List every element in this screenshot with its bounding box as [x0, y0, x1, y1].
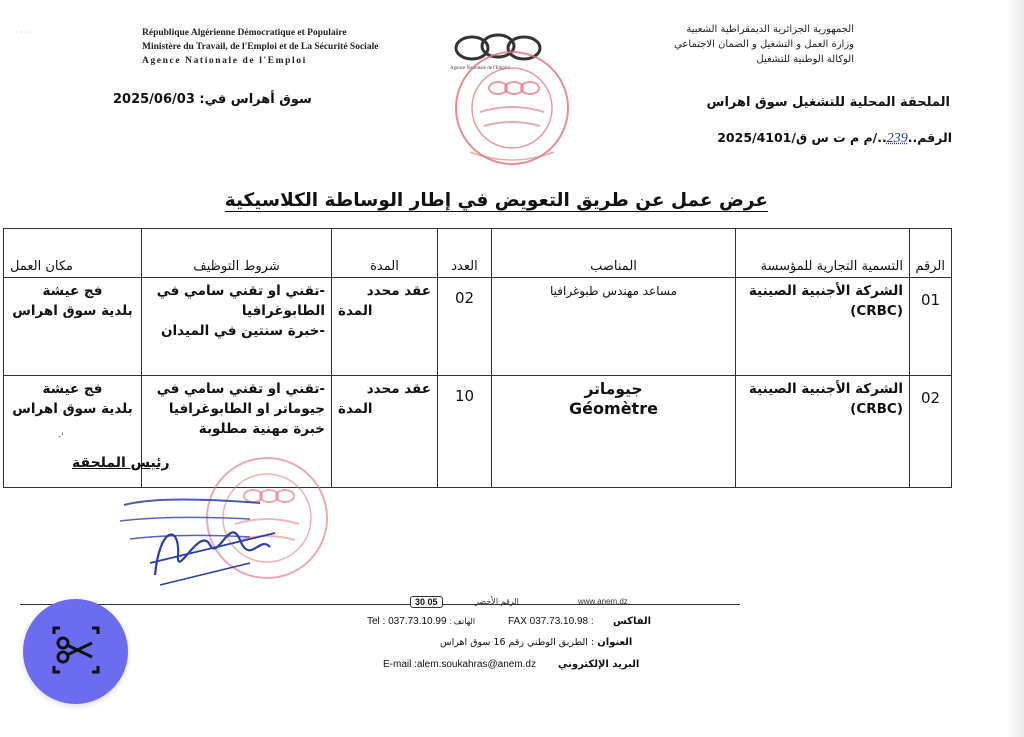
official-stamp-top [440, 40, 580, 174]
telephone-value: Tel : 037.73.10.99 [367, 616, 447, 627]
telephone-ar-label: : الهاتف [449, 617, 476, 626]
table-row [4, 278, 952, 376]
green-number-badge: 30 05 [410, 596, 443, 608]
row-company [736, 278, 910, 376]
company-abbr: (CRBC) [850, 401, 903, 417]
header-fr-line2: Ministère du Travail, de l'Emploi et de La Sécurité Sociale [142, 42, 379, 52]
reference-suffix: /م م ت س ق/2025/4101 [717, 130, 878, 145]
condition-line3: خبرة مهنية مطلوبة [198, 421, 325, 437]
row-num: 01 [910, 278, 952, 376]
header-fr-line1: République Algérienne Démocratique et Populaire [142, 28, 347, 38]
page-title: عرض عمل عن طريق التعويض في إطار الوساطة الكلاسيكية [224, 190, 768, 211]
row-count: 02 [438, 278, 492, 376]
header-french [142, 26, 378, 68]
row-num: 02 [910, 376, 952, 488]
header-conditions: شروط التوظيف [142, 229, 332, 278]
row-count: 10 [438, 376, 492, 488]
faded-bleed-text: · · · · · · [6, 28, 32, 37]
company-name: الشركة الأجنبية الصينية [748, 381, 903, 397]
row-company [736, 376, 910, 488]
screenshot-tool-button[interactable] [23, 599, 128, 704]
condition-line3: -خبرة سنتين في الميدان [161, 323, 325, 339]
address [440, 637, 632, 648]
company-name: الشركة الأجنبية الصينية [748, 283, 903, 299]
fax-number: FAX 037.73.10.98 : [508, 616, 594, 627]
row-duration [332, 376, 438, 488]
reference-prefix: الرقم [917, 130, 952, 145]
place-line1: فج عيشة [42, 381, 103, 397]
header-fr-line3: Agence Nationale de l'Emploi [142, 56, 307, 66]
condition-line2: جيوماتر او الطابوغرافيا [168, 401, 325, 417]
condition-line1: -تقني او تقني سامي في [156, 381, 325, 397]
green-number-label: الرقم الأخضر [475, 597, 519, 606]
header-ar-line2: وزارة العمل و التشغيل و الضمان الاجتماعي [674, 39, 854, 50]
website-label: www.anem.dz [578, 597, 628, 606]
margin-mark: -' [58, 432, 64, 442]
duration-line2: المدة [338, 303, 373, 319]
header-posts: المناصب [492, 229, 736, 278]
duration-line2: المدة [338, 401, 373, 417]
issue-date: سوق أهراس في: 2025/06/03 [113, 92, 312, 107]
email-label: البريد الإلكتروني [558, 659, 640, 670]
reference-handwritten: 239 [886, 131, 908, 146]
row-post [492, 278, 736, 376]
header-count: العدد [438, 229, 492, 278]
duration-line1: عقد محدد [366, 283, 431, 299]
scissors-icon [50, 624, 102, 680]
agency-name: الملحقة المحلية للتشغيل سوق اهراس [706, 95, 950, 110]
row-post [492, 376, 736, 488]
condition-line1: -تقني او تقني سامي في [156, 283, 325, 299]
header-duration: المدة [332, 229, 438, 278]
header-ar-line1: الجمهورية الجزائرية الديمقراطية الشعبية [686, 24, 854, 35]
logo-caption: Agence Nationale de l'Emploi [450, 66, 511, 71]
row-duration [332, 278, 438, 376]
row-place [4, 278, 142, 376]
duration-line1: عقد محدد [366, 381, 431, 397]
condition-line2: الطابوغرافيا [241, 303, 325, 319]
reference-number: الرقم..239../م م ت س ق/2025/4101 [717, 130, 952, 146]
header-ar-line3: الوكالة الوطنية للتشغيل [756, 54, 854, 65]
table-header-row [4, 229, 952, 278]
footer-rule [20, 604, 740, 605]
page-edge [1006, 0, 1024, 737]
post-title: جيوماتر [584, 380, 643, 398]
chief-signature [100, 485, 280, 599]
header-num: الرقم [910, 229, 952, 278]
place-line2: بلدية سوق اهراس [12, 401, 133, 417]
fax-label: الفاكس [613, 616, 652, 627]
address-value: : الطريق الوطني رقم 16 سوق اهراس [440, 637, 595, 648]
job-offers-table [3, 228, 952, 488]
address-label: العنوان [597, 637, 633, 648]
post-title-fr: Géomètre [569, 399, 658, 418]
post-title: مساعد مهندس طبوغرافيا [549, 284, 678, 298]
place-line2: بلدية سوق اهراس [12, 303, 133, 319]
row-conditions [142, 278, 332, 376]
chief-title: رئيس الملحقة [72, 455, 170, 471]
email-address: E-mail :alem.soukahras@anem.dz [383, 659, 536, 670]
telephone [367, 616, 475, 627]
place-line1: فج عيشة [42, 283, 103, 299]
header-place: مكان العمل [4, 229, 142, 278]
company-abbr: (CRBC) [850, 303, 903, 319]
header-company: التسمية التجارية للمؤسسة [736, 229, 910, 278]
header-arabic [674, 22, 854, 67]
